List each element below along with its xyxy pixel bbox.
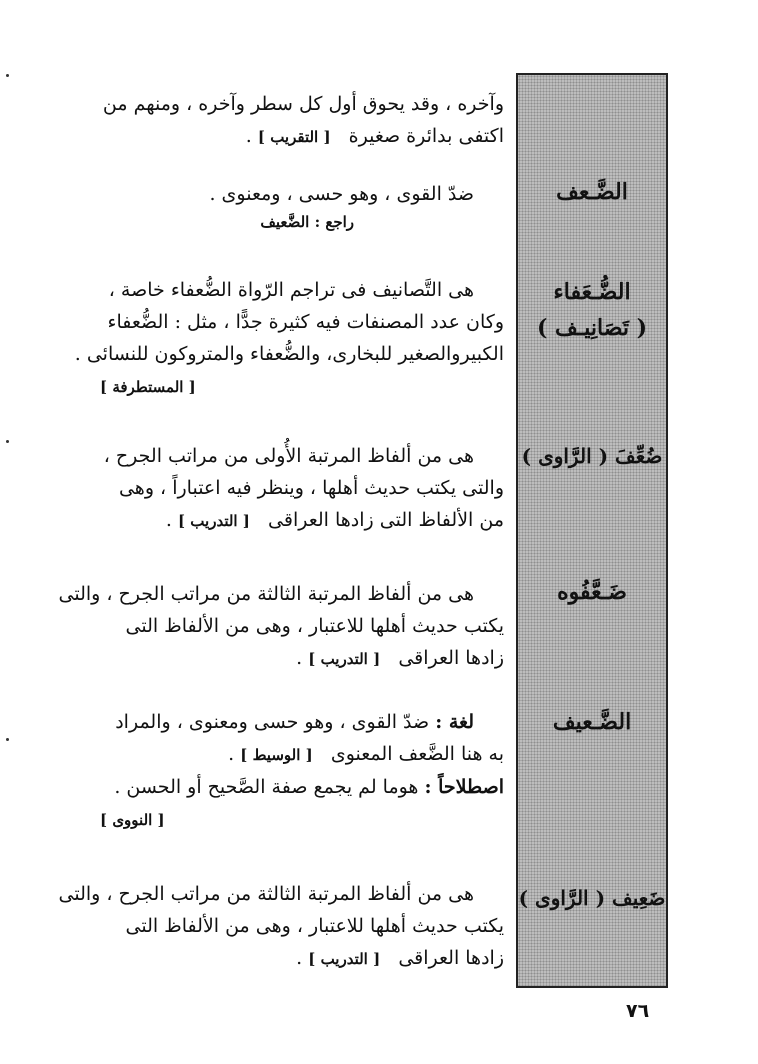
reference: [ الوسيط ]: [240, 746, 313, 764]
scan-speck: [6, 738, 9, 741]
period: .: [165, 509, 172, 531]
headword-sidebar: [516, 73, 668, 988]
page-number: ٧٦: [626, 1000, 650, 1022]
term-daif-rawi: ضَعِيف ( الرَّاوى ): [518, 886, 666, 910]
term-daafuhu: ضَـعَّفُوه: [557, 579, 627, 605]
text-fragment: به هنا الضَّعف المعنوى: [330, 743, 504, 765]
text-line: [100, 706, 504, 738]
reference: [ التقريب ]: [257, 128, 331, 146]
reference: [ التدريب ]: [177, 512, 250, 530]
text-fragment: زادها العراقى: [398, 647, 504, 669]
text-line: هى التَّصانيف فى تراجم الرّواة الضُّعفاء خاصة ،: [108, 279, 474, 301]
definition-label: لغة :: [435, 711, 474, 733]
scan-speck: [6, 74, 9, 77]
entry-daif: [100, 706, 504, 836]
period: .: [296, 947, 303, 969]
text-line: والتى يكتب حديث أهلها ، وينظر فيه اعتباراً ، وهى: [118, 477, 504, 499]
text-fragment: هوما لم يجمع صفة الصَّحيح أو الحسن .: [114, 776, 419, 798]
text-line: [100, 803, 504, 836]
period: .: [228, 743, 235, 765]
text-line: [100, 504, 504, 537]
entry-duifa-rawi: [100, 440, 504, 537]
see-also: راجع : الضَّعيف: [260, 213, 354, 231]
term-duifa-rawi: ضُعِّفَ ( الرَّاوى ): [521, 444, 663, 468]
text-line: يكتب حديث أهلها للاعتبار ، وهى من الألفاظ التى: [125, 615, 504, 637]
reference: [ التدريب ]: [308, 950, 381, 968]
entry-continuation: [100, 88, 504, 153]
term-daf: الضَّـعف: [556, 179, 628, 205]
entry-daafuhu: [58, 578, 504, 675]
term-duafa: الضُّـعَفاء: [553, 279, 631, 305]
text-line: هى من ألفاظ المرتبة الأُولى من مراتب الجرح ،: [103, 445, 474, 467]
text-fragment: زادها العراقى: [398, 947, 504, 969]
text-line: [100, 738, 504, 771]
reference: [ المستطرفة ]: [100, 378, 196, 396]
term-daif: الضَّـعيف: [552, 709, 632, 735]
text-line: [100, 120, 504, 153]
period: .: [296, 647, 303, 669]
text-line: الكبيروالصغير للبخارى، والضُّعفاء والمتروكون للنسائى .: [74, 343, 504, 365]
term-tasanif: ( تَصَانِيـف ): [536, 315, 648, 341]
text-fragment: اكتفى بدائرة صغيرة: [348, 125, 504, 147]
text-line: [100, 642, 504, 675]
entry-daif-rawi: [58, 878, 504, 975]
entry-duafa: [74, 274, 504, 403]
reference: [ النووى ]: [100, 811, 165, 829]
text-line: [100, 942, 504, 975]
text-line: هى من ألفاظ المرتبة الثالثة من مراتب الجرح ، والتى: [58, 883, 474, 905]
text-line: ضدّ القوى ، وهو حسى ، ومعنوى .: [209, 183, 474, 205]
text-line: [100, 771, 504, 803]
text-line: وآخره ، وقد يحوق أول كل سطر وآخره ، ومنهم من: [102, 93, 504, 115]
definition-label: اصطلاحاً :: [424, 776, 504, 798]
entry-daf: [100, 178, 504, 234]
period: .: [245, 125, 252, 147]
text-line: يكتب حديث أهلها للاعتبار ، وهى من الألفاظ التى: [125, 915, 504, 937]
scan-speck: [6, 440, 9, 443]
text-fragment: من الألفاظ التى زادها العراقى: [268, 509, 504, 531]
text-line: هى من ألفاظ المرتبة الثالثة من مراتب الجرح ، والتى: [58, 583, 474, 605]
text-line: [100, 370, 504, 403]
text-line: وكان عدد المصنفات فيه كثيرة جدًّا ، مثل : الضُّعفاء: [107, 311, 504, 333]
text-fragment: ضدّ القوى ، وهو حسى ومعنوى ، والمراد: [115, 711, 430, 733]
reference: [ التدريب ]: [308, 650, 381, 668]
